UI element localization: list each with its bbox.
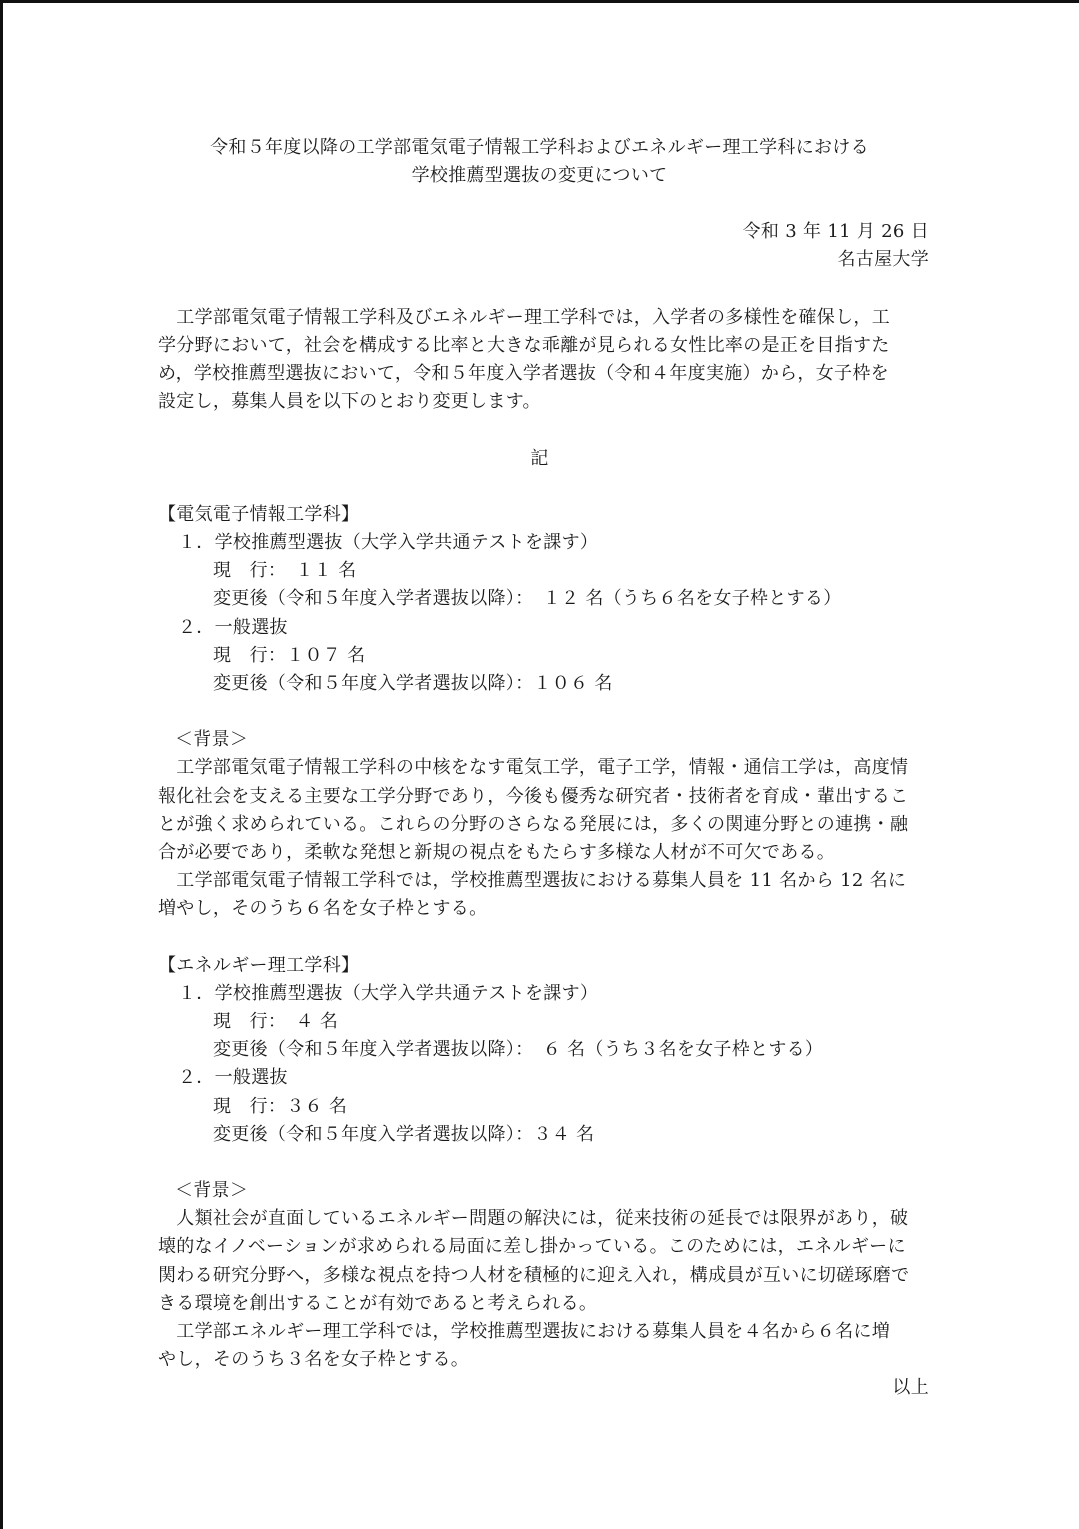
dept1-background-line: 工学部電気電子情報工学科では，学校推薦型選抜における募集人員を 11 名から 12 名に [158,870,907,891]
dept1-item2-after: 変更後（令和５年度入学者選抜以降）：１０６ 名 [213,673,613,694]
document-date: 令和 3 年 11 月 26 日 [742,221,929,242]
intro-line: 学分野において，社会を構成する比率と大きな乖離が見られる女性比率の是正を目指すた [158,335,890,356]
dept2-item2-current: 現 行：３６ 名 [213,1096,348,1117]
title-line-2: 学校推薦型選抜の変更について [411,165,668,186]
dept2-background-line: 関わる研究分野へ，多様な視点を持つ人材を積極的に迎え入れ，構成員が互いに切磋琢磨で [158,1265,910,1286]
dept1-background-line: 増やし，そのうち６名を女子枠とする。 [158,898,488,919]
dept2-background-line: 壊的なイノベーションが求められる局面に差し掛かっている。このためには，エネルギーに [158,1236,906,1257]
dept1-item1-current: 現 行： １１ 名 [213,560,357,581]
dept2-item2-after: 変更後（令和５年度入学者選抜以降）：３４ 名 [213,1124,595,1145]
dept1-background-line: 工学部電気電子情報工学科の中核をなす電気工学，電子工学，情報・通信工学は，高度情 [158,757,909,778]
intro-line: め，学校推薦型選抜において，令和５年度入学者選抜（令和４年度実施）から，女子枠を [158,363,889,384]
dept2-item2-title: ２．一般選抜 [178,1067,288,1088]
dept2-heading: 【エネルギー理工学科】 [158,955,360,976]
dept1-item2-current: 現 行：１０７ 名 [213,645,366,666]
dept2-background-line: やし，そのうち３名を女子枠とする。 [158,1349,470,1370]
dept2-background-line: 工学部エネルギー理工学科では，学校推薦型選抜における募集人員を４名から６名に増 [158,1321,890,1342]
dept1-item1-title: １．学校推薦型選抜（大学入学共通テストを課す） [178,532,599,553]
intro-line: 設定し，募集人員を以下のとおり変更します。 [158,391,541,412]
dept2-item1-title: １．学校推薦型選抜（大学入学共通テストを課す） [178,983,599,1004]
closing-mark: 以上 [892,1377,929,1398]
dept2-background-line: 人類社会が直面しているエネルギー問題の解決には，従来技術の延長では限界があり，破 [158,1208,909,1229]
dept1-item1-after: 変更後（令和５年度入学者選抜以降）： １２ 名（うち６名を女子枠とする） [213,588,842,609]
ki-mark: 記 [530,448,549,469]
dept1-background-line: とが強く求められている。これらの分野のさらなる発展には，多くの関連分野との連携・融 [158,814,909,835]
issuer: 名古屋大学 [837,249,929,270]
dept1-heading: 【電気電子情報工学科】 [158,504,360,525]
dept2-item1-current: 現 行： ４ 名 [213,1011,339,1032]
dept1-background-line: 合が必要であり，柔軟な発想と新規の視点をもたらす多様な人材が不可欠である。 [158,842,836,863]
dept1-background-line: 報化社会を支える主要な工学分野であり，今後も優秀な研究者・技術者を育成・輩出するこ [158,786,909,807]
dept2-background-heading: ＜背景＞ [175,1180,249,1201]
dept1-item2-title: ２．一般選抜 [178,617,288,638]
intro-line: 工学部電気電子情報工学科及びエネルギー理工学科では，入学者の多様性を確保し，工 [158,307,890,328]
title-line-1: 令和５年度以降の工学部電気電子情報工学科およびエネルギー理工学科における [210,137,869,158]
dept2-item1-after: 変更後（令和５年度入学者選抜以降）： ６ 名（うち３名を女子枠とする） [213,1039,824,1060]
dept1-background-heading: ＜背景＞ [175,729,249,750]
dept2-background-line: きる環境を創出することが有効であると考えられる。 [158,1293,598,1314]
